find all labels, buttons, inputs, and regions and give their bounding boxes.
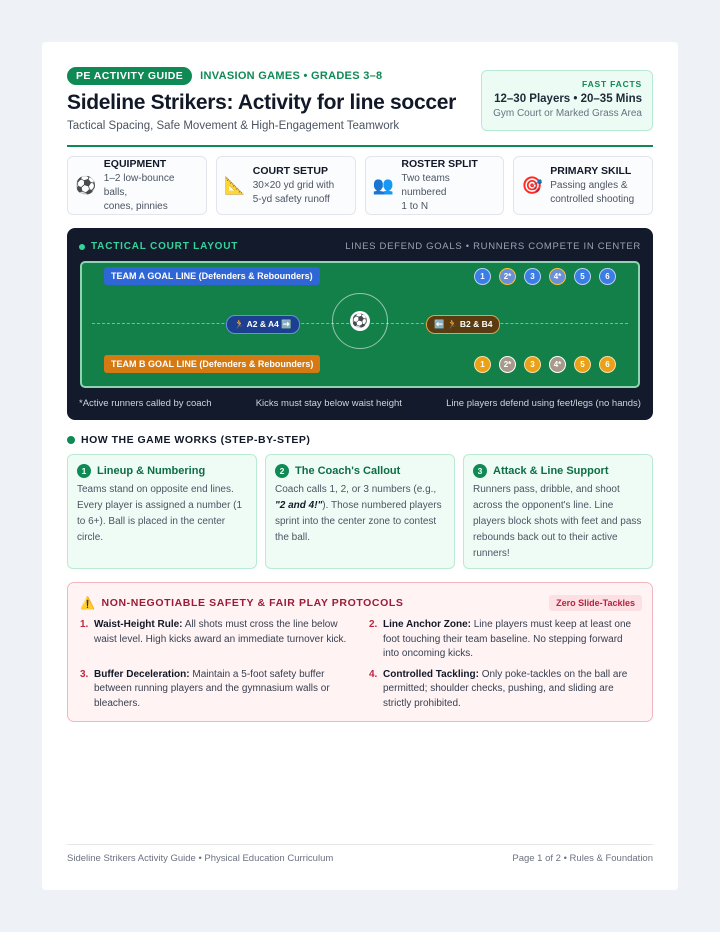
soccer-ball-icon: ⚽: [350, 311, 370, 331]
team-b-player-numbers: [474, 356, 616, 373]
players-time: 12–30 Players • 20–35 Mins: [494, 93, 642, 105]
card-primary-skill: [513, 156, 653, 215]
target-icon: 🎯: [521, 175, 543, 195]
card-title: EQUIPMENT: [103, 157, 167, 170]
card-title: PRIMARY SKILL: [550, 164, 632, 177]
card-court-setup: [216, 156, 356, 215]
step-number: 1: [77, 464, 91, 478]
safety-rule: 1. Waist-Height Rule: All shots must cross the line below waist level. High kicks award an immediate turnover kick.: [80, 619, 347, 645]
tactical-court-panel: [67, 228, 653, 420]
player-number: 1: [474, 268, 491, 285]
card-roster-split: [365, 156, 505, 215]
court-footer-notes: [67, 398, 653, 409]
page-subtitle: Tactical Spacing, Safe Movement & High-Engagement Teamwork: [67, 120, 400, 132]
player-number: 1: [474, 356, 491, 373]
status-dot-icon: [79, 244, 85, 250]
court-heading-right: LINES DEFEND GOALS • RUNNERS COMPETE IN CENTER: [345, 241, 641, 252]
safety-rule: 3. Buffer Deceleration: Maintain a 5-foot safety buffer between running players and the gymnasium walls or bleachers.: [80, 668, 330, 709]
step-title: Lineup & Numbering: [97, 465, 206, 477]
step-body: Runners pass, dribble, and shoot across the opponent's line. Line players block shots with feet and pass rebounds back out to their active runners!: [473, 484, 642, 559]
section-dot-icon: [67, 436, 75, 444]
activity-guide-badge: PE ACTIVITY GUIDE: [67, 67, 192, 85]
fast-facts-label: FAST FACTS: [582, 79, 642, 89]
summary-cards: [67, 156, 653, 215]
team-a-goal-line-label: TEAM A GOAL LINE (Defenders & Rebounders): [104, 267, 320, 285]
step-body: Coach calls 1, 2, or 3 numbers (e.g., "2 and 4!"). Those numbered players sprint into the center zone to contest the ball.: [275, 484, 442, 543]
step-card: [463, 454, 653, 569]
header: [67, 67, 653, 147]
page-title: Sideline Strikers: Activity for line soccer: [67, 91, 456, 114]
card-body: Two teams numbered 1 to N: [401, 172, 450, 212]
step-number: 3: [473, 464, 487, 478]
card-body: 30×20 yd grid with 5-yd safety runoff: [252, 179, 335, 205]
court-note: Line players defend using feet/legs (no hands): [446, 398, 641, 409]
team-a-player-numbers: [474, 268, 616, 285]
step-body: Teams stand on opposite end lines. Every player is assigned a number (1 to 6+). Ball is placed in the center circle.: [77, 484, 243, 543]
team-b-goal-line-label: TEAM B GOAL LINE (Defenders & Rebounders): [104, 355, 320, 373]
step-card: [67, 454, 257, 569]
people-icon: 👥: [372, 175, 395, 195]
court-note: Kicks must stay below waist height: [255, 398, 402, 409]
how-it-works-heading: HOW THE GAME WORKS (STEP-BY-STEP): [67, 434, 310, 446]
soccer-field: [80, 261, 640, 388]
category-label: INVASION GAMES • GRADES 3–8: [200, 70, 383, 82]
warning-icon: ⚠️: [80, 596, 96, 610]
player-number: 3: [524, 356, 541, 373]
player-number: 6: [599, 356, 616, 373]
player-number: 4*: [549, 356, 566, 373]
soccer-ball-icon: ⚽: [75, 175, 97, 195]
zero-slide-tackles-badge: Zero Slide-Tackles: [549, 595, 642, 611]
steps-row: [67, 454, 653, 569]
team-b-runners: ⬅️ 🏃 B2 & B4: [426, 315, 500, 334]
footer-right: Page 1 of 2 • Rules & Foundation: [512, 853, 653, 864]
step-title: Attack & Line Support: [493, 465, 609, 477]
player-number: 3: [524, 268, 541, 285]
card-equipment: [67, 156, 207, 215]
step-title: The Coach's Callout: [295, 465, 401, 477]
player-number: 2*: [499, 356, 516, 373]
card-body: 1–2 low-bounce balls, cones, pinnies: [103, 172, 175, 212]
court-note: *Active runners called by coach: [79, 398, 212, 409]
step-card: [265, 454, 455, 569]
team-a-runners: 🏃 A2 & A4 ➡️: [226, 315, 300, 334]
player-number: 2*: [499, 268, 516, 285]
court-heading: TACTICAL COURT LAYOUT: [79, 241, 238, 252]
footer-divider: [67, 844, 653, 845]
player-number: 5: [574, 268, 591, 285]
card-title: COURT SETUP: [252, 164, 329, 177]
safety-rule: 2. Line Anchor Zone: Line players must keep at least one foot touching their team baseline. No stepping forward into oncoming kicks.: [369, 619, 632, 659]
player-number: 5: [574, 356, 591, 373]
triangle-ruler-icon: 📐: [224, 175, 246, 195]
card-title: ROSTER SPLIT: [401, 157, 478, 170]
player-number: 4*: [549, 268, 566, 285]
safety-protocols-panel: [67, 582, 653, 722]
step-number: 2: [275, 464, 289, 478]
safety-rule: 4. Controlled Tackling: Only poke-tackles on the ball are permitted; shoulder checks, pushing, and sliding are strictly prohibited.: [369, 668, 628, 709]
document-page: [42, 42, 678, 890]
safety-heading: ⚠️ NON-NEGOTIABLE SAFETY & FAIR PLAY PROTOCOLS: [80, 596, 404, 610]
safety-rules-list: [80, 618, 640, 711]
fast-facts-box: [481, 70, 653, 131]
footer-left: Sideline Strikers Activity Guide • Physical Education Curriculum: [67, 853, 334, 864]
player-number: 6: [599, 268, 616, 285]
card-body: Passing angles & controlled shooting: [550, 179, 635, 205]
header-divider: [67, 145, 653, 147]
location: Gym Court or Marked Grass Area: [493, 108, 642, 119]
